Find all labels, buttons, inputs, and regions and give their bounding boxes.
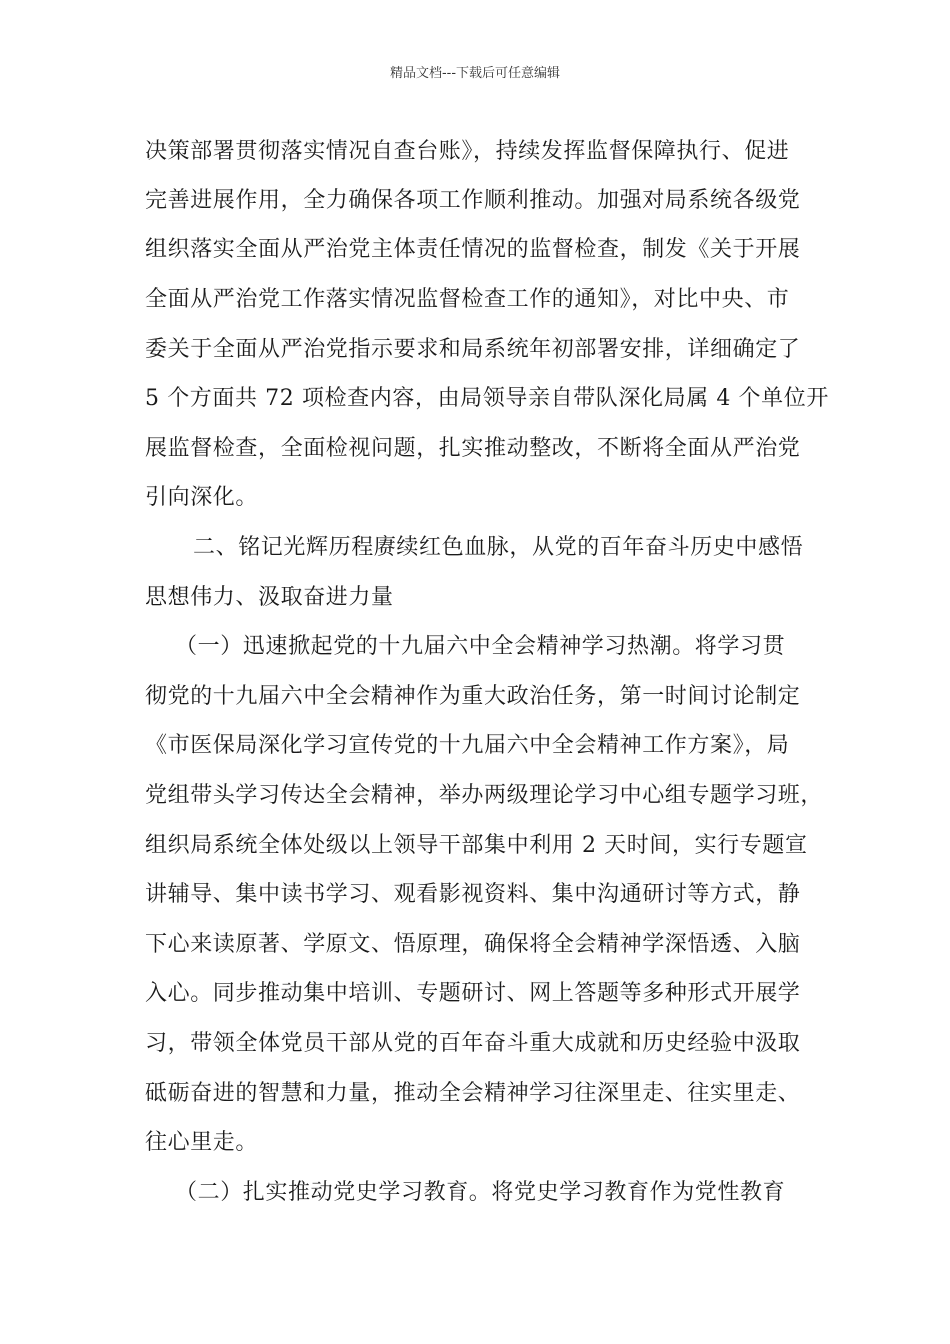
section-heading: 二、铭记光辉历程赓续红色血脉，从党的百年奋斗历史中感悟 bbox=[193, 535, 804, 560]
body-line: 党组带头学习传达全会精神，举办两级理论学习中心组专题学习班， bbox=[145, 783, 824, 808]
body-line: 彻党的十九届六中全会精神作为重大政治任务，第一时间讨论制定 bbox=[145, 684, 801, 709]
subsection-paragraph-start: （一）迅速掀起党的十九届六中全会精神学习热潮。将学习贯 bbox=[175, 634, 786, 659]
body-line: 往心里走。 bbox=[145, 1130, 259, 1155]
body-line: 《市医保局深化学习宣传党的十九届六中全会精神工作方案》，局 bbox=[145, 733, 790, 758]
body-line: 组织局系统全体处级以上领导干部集中利用 2 天时间，实行专题宣 bbox=[145, 833, 808, 858]
body-line: 下心来读原著、学原文、悟原理，确保将全会精神学深悟透、入脑 bbox=[145, 932, 801, 957]
subsection-paragraph-start: （二）扎实推动党史学习教育。将党史学习教育作为党性教育 bbox=[175, 1180, 786, 1205]
body-line: 引向深化。 bbox=[145, 485, 259, 510]
body-line: 讲辅导、集中读书学习、观看影视资料、集中沟通研讨等方式，静 bbox=[145, 882, 801, 907]
body-line: 习，带领全体党员干部从党的百年奋斗重大成就和历史经验中汲取 bbox=[145, 1031, 801, 1056]
body-line: 组织落实全面从严治党主体责任情况的监督检查，制发《关于开展 bbox=[145, 237, 801, 262]
body-line: 展监督检查，全面检视问题，扎实推动整改，不断将全面从严治党 bbox=[145, 436, 801, 461]
body-line: 委关于全面从严治党指示要求和局系统年初部署安排，详细确定了 bbox=[145, 337, 801, 362]
body-line: 完善进展作用，全力确保各项工作顺利推动。加强对局系统各级党 bbox=[145, 188, 801, 213]
section-heading-continued: 思想伟力、汲取奋进力量 bbox=[145, 585, 394, 610]
body-line: 入心。同步推动集中培训、专题研讨、网上答题等多种形式开展学 bbox=[145, 981, 801, 1006]
body-line: 全面从严治党工作落实情况监督检查工作的通知》，对比中央、市 bbox=[145, 287, 790, 312]
body-line: 5 个方面共 72 项检查内容，由局领导亲自带队深化局属 4 个单位开 bbox=[145, 386, 829, 411]
body-line: 砥砺奋进的智慧和力量，推动全会精神学习往深里走、往实里走、 bbox=[145, 1081, 801, 1106]
body-line: 决策部署贯彻落实情况自查台账》，持续发挥监督保障执行、促进 bbox=[145, 139, 790, 164]
page-header-watermark: 精品文档---下载后可任意编辑 bbox=[389, 66, 561, 81]
